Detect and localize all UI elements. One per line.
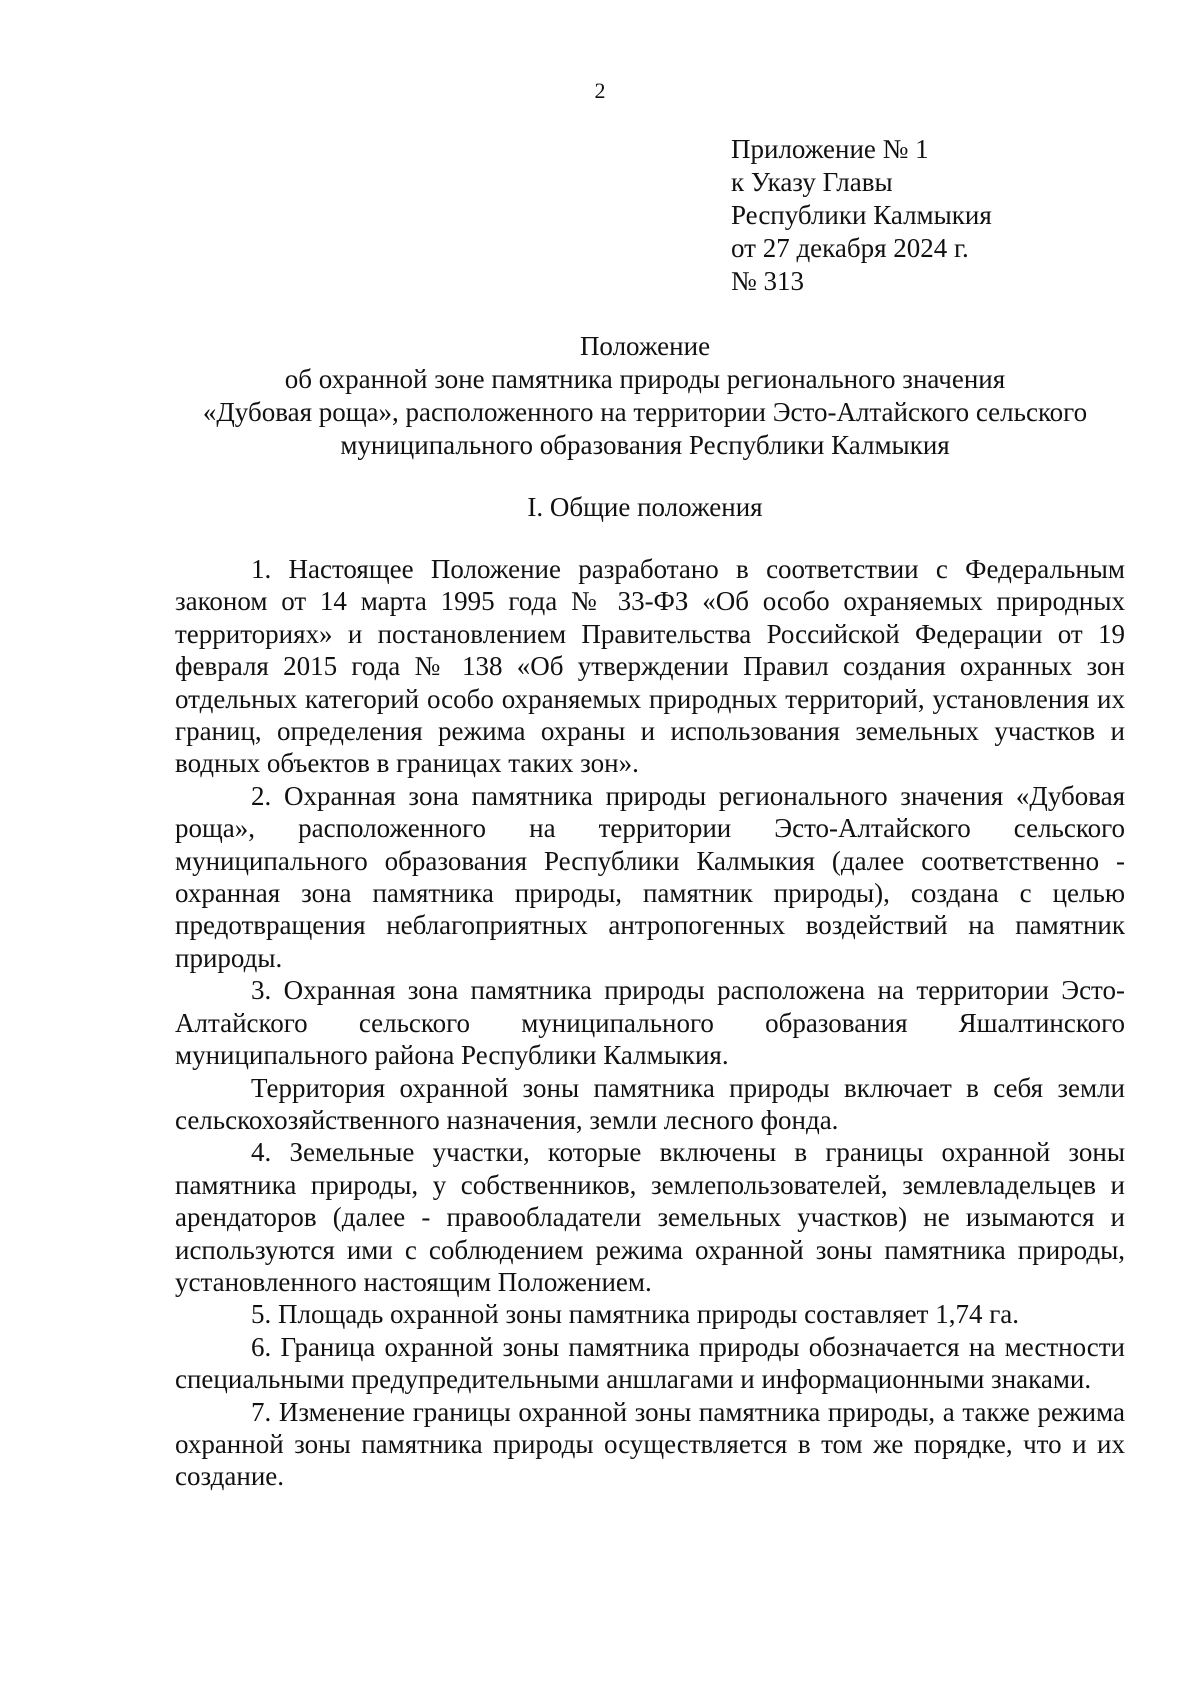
paragraph-6: 6. Граница охранной зоны памятника природы обозначается на местности специальными предупредительными аншлагами и информационными знаками.: [175, 1331, 1125, 1395]
title-line: Положение: [579, 331, 711, 361]
document-title: [150, 330, 1140, 462]
paragraph-3: 3. Охранная зона памятника природы расположена на территории Эсто-Алтайского сельского муниципального образования Яшалтинского муниципального района Республики Калмыкия.: [175, 975, 1125, 1071]
annex-line: Республики Калмыкия: [731, 200, 992, 230]
annex-line: № 313: [731, 266, 805, 296]
title-line: об охранной зоне памятника природы регионального значения: [284, 364, 1006, 394]
title-line: «Дубовая роща», расположенного на территории Эсто-Алтайского сельского: [202, 397, 1088, 427]
paragraph-5: 5. Площадь охранной зоны памятника природы составляет 1,74 га.: [251, 1299, 1020, 1330]
title-line: муниципального образования Республики Калмыкия: [340, 430, 950, 460]
annex-line: к Указу Главы: [731, 167, 893, 197]
paragraph-7: 7. Изменение границы охранной зоны памятника природы, а также режима охранной зоны памятника природы осуществляется в том же порядке, что и их создание.: [175, 1396, 1125, 1492]
paragraph-2: 2. Охранная зона памятника природы регионального значения «Дубовая роща», расположенного на территории Эсто-Алтайского сельского муниципального образования Республики Калмыкия (далее соответственно - охранная зона памятника природы, памятник природы), создана с целью предотвращения неблагоприятных антропогенных воздействий на памятник природы.: [175, 780, 1125, 973]
section-heading: I. Общие положения: [527, 492, 763, 522]
annex-reference-block: [731, 133, 992, 298]
page-number: 2: [594, 78, 606, 103]
annex-line: от 27 декабря 2024 г.: [731, 233, 969, 263]
annex-line: Приложение № 1: [731, 134, 929, 164]
paragraph-3-territory: Территория охранной зоны памятника природы включает в себя земли сельскохозяйственного назначения, земли лесного фонда.: [175, 1072, 1125, 1135]
document-body: [175, 553, 1125, 1493]
paragraph-4: 4. Земельные участки, которые включены в границы охранной зоны памятника природы, у собственников, землепользователей, землевладельцев и арендаторов (далее - правообладатели земельных участков) не изымаются и используются ими с соблюдением режима охранной зоны памятника природы, установленного настоящим Положением.: [175, 1137, 1125, 1297]
paragraph-1: 1. Настоящее Положение разработано в соответствии с Федеральным законом от 14 марта 1995 года № 33-ФЗ «Об особо охраняемых природных территориях» и постановлением Правительства Российской Федерации от 19 февраля 2015 года № 138 «Об утверждении Правил создания охранных зон отдельных категорий особо охраняемых природных территорий, установления их границ, определения режима охраны и использования земельных участков и водных объектов в границах таких зон».: [175, 554, 1125, 779]
